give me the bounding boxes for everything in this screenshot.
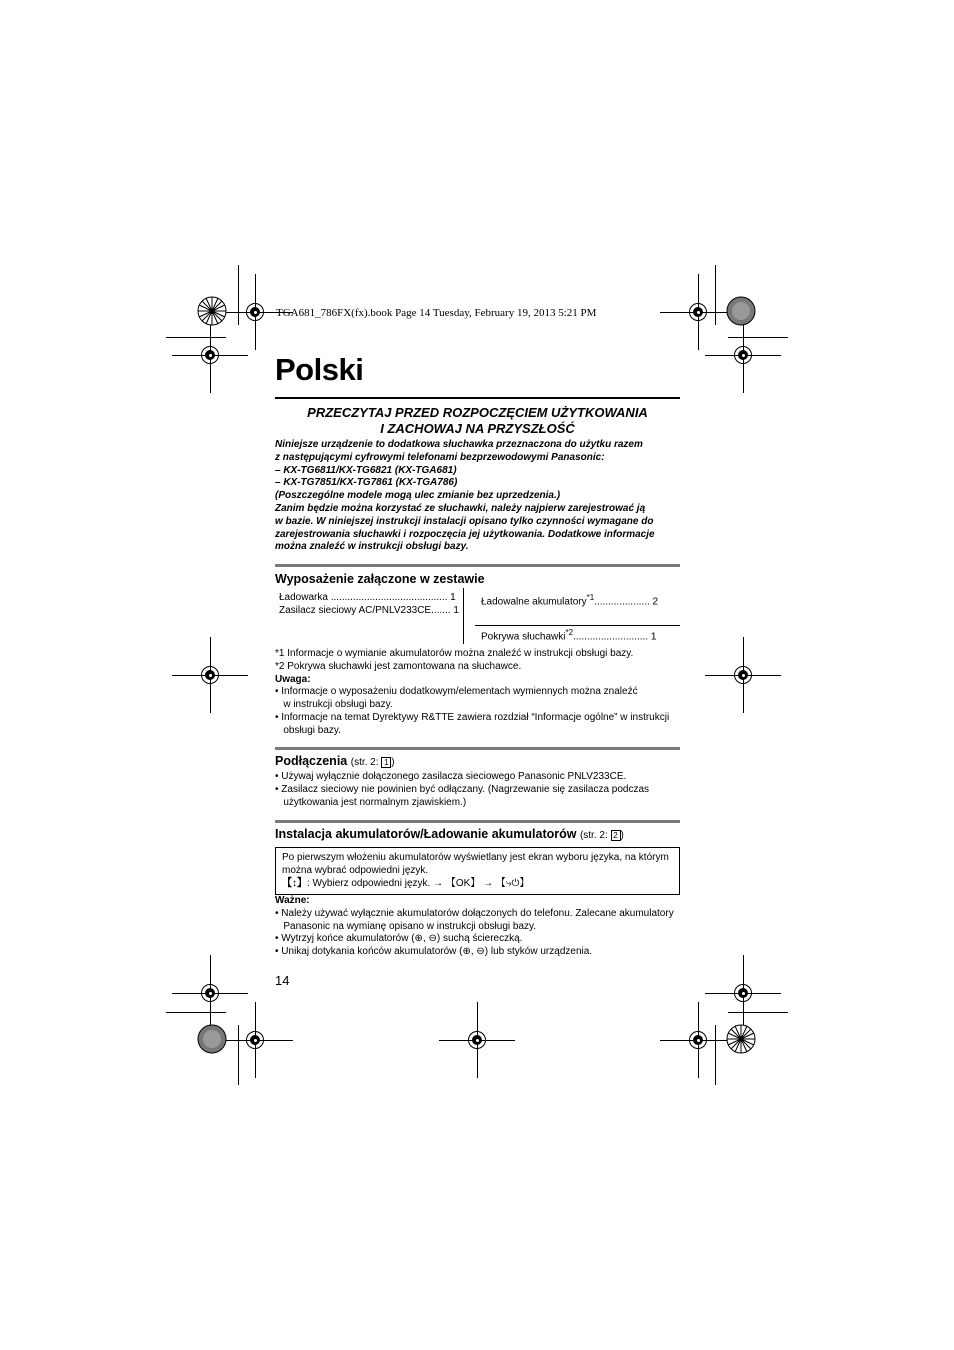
bullet-line: użytkowania jest normalnym zjawiskiem.): [275, 796, 467, 808]
accessory-item: Ładowalne akumulatory$^{*1}$.................... 2: [481, 593, 659, 608]
intro-line: (Poszczególne modele mogą ulec zmianie bez uprzedzenia.): [275, 490, 561, 502]
note-line: w instrukcji obsługi bazy.: [275, 699, 393, 711]
bullet-line: • Zasilacz sieciowy nie powinien być odłączany. (Nagrzewanie się zasilacza podczas: [275, 783, 650, 795]
battery-heading: Instalacja akumulatorów/Ładowanie akumulatorów (str. 2: 2 ): [275, 827, 624, 841]
intro-line: Zanim będzie można korzystać ze słuchawki, należy najpierw zarejestrować ją: [275, 502, 646, 514]
accessory-list-left: [279, 592, 459, 618]
accessory-item: Ładowarka .......................................... 1: [279, 592, 456, 603]
section-rule: [275, 747, 680, 750]
book-header: TGA681_786FX(fx).book Page 14 Tuesday, February 19, 2013 5:21 PM: [276, 307, 597, 319]
connections-text: [275, 771, 649, 809]
accessory-item: Pokrywa słuchawki$^{*2}$........................... 1: [481, 628, 657, 643]
connections-heading: Podłączenia (str. 2: 1 ): [275, 754, 395, 768]
important-label: Ważne:: [275, 895, 310, 906]
intro-line: zarejestrowania słuchawki i rozpoczęcia jej użytkowania. Dodatkowe informacje: [275, 528, 655, 540]
accessory-item: Zasilacz sieciowy AC/PNLV233CE....... 1: [279, 604, 459, 616]
warning-line: PRZECZYTAJ PRZED ROZPOCZĘCIEM UŻYTKOWANIA: [307, 405, 648, 420]
navigator-key: 【↕】: [282, 877, 307, 889]
section-rule: [275, 820, 680, 823]
page-reference: (str. 2: 2 ): [579, 830, 624, 841]
table-divider: [475, 625, 680, 626]
starburst-target-icon: [197, 296, 227, 326]
intro-line: – KX-TG6811/KX-TG6821 (KX-TGA681): [275, 464, 457, 476]
gray-target-icon: [726, 296, 756, 326]
intro-line: – KX-TG7851/KX-TG7861 (KX-TGA786): [275, 477, 458, 489]
page-number: 14: [275, 973, 290, 988]
page-title: Polski: [275, 352, 364, 387]
note-line: obsługi bazy.: [275, 724, 341, 736]
page-reference: (str. 2: 1 ): [350, 757, 395, 768]
important-notes: [275, 895, 674, 959]
note-line: • Informacje na temat Dyrektywy R&TTE zawiera rozdział “Informacje ogólne” w instrukcji: [275, 711, 670, 723]
box-line: można wybrać odpowiedni język.: [282, 864, 429, 876]
bullet-line: • Używaj wyłącznie dołączonego zasilacza sieciowego Panasonic PNLV233CE.: [275, 771, 627, 782]
accessories-heading: Wyposażenie załączone w zestawie: [275, 572, 485, 586]
footnote: *2 Pokrywa słuchawki jest zamontowana na słuchawce.: [275, 660, 522, 672]
starburst-target-icon: [726, 1024, 756, 1054]
bullet-line: • Należy używać wyłącznie akumulatorów dołączonych do telefonu. Zalecane akumulatory: [275, 907, 674, 919]
intro-line: Niniejsze urządzenie to dodatkowa słuchawka przeznaczona do użytku razem: [275, 439, 643, 450]
note-label: Uwaga:: [275, 673, 311, 685]
warning-heading: [275, 405, 680, 437]
warning-line: I ZACHOWAJ NA PRZYSZŁOŚĆ: [380, 421, 575, 436]
gray-target-icon: [197, 1024, 227, 1054]
intro-line: można znaleźć w instrukcji obsługi bazy.: [275, 541, 469, 553]
footnote: *1 Informacje o wymianie akumulatorów można znaleźć w instrukcji obsługi bazy.: [275, 648, 634, 659]
footnotes-and-notes: [275, 648, 685, 738]
box-line: Po pierwszym włożeniu akumulatorów wyświetlany jest ekran wyboru języka, na którym: [282, 852, 669, 863]
table-divider: [463, 588, 464, 644]
section-rule: [275, 564, 680, 567]
intro-paragraph: [275, 439, 685, 554]
title-rule: [275, 397, 680, 399]
bullet-line: • Wytrzyj końce akumulatorów (⊕, ⊖) suchą ściereczką.: [275, 933, 523, 945]
language-selection-box: [275, 847, 680, 895]
bullet-line: • Unikaj dotykania końców akumulatorów (⊕, ⊖) lub styków urządzenia.: [275, 946, 593, 958]
note-line: • Informacje o wyposażeniu dodatkowym/elementach wymiennych można znaleźć: [275, 686, 638, 698]
intro-line: w bazie. W niniejszej instrukcji instalacji opisano tylko czynności wymagane do: [275, 515, 654, 527]
intro-line: z następującymi cyfrowymi telefonami bezprzewodowymi Panasonic:: [275, 451, 605, 463]
box-line: 【↕】: Wybierz odpowiedni język. → 【OK】 → 【⤷⏻】: [282, 877, 530, 889]
bullet-line: Panasonic na wymianę opisano w instrukcji obsługi bazy.: [275, 920, 537, 932]
